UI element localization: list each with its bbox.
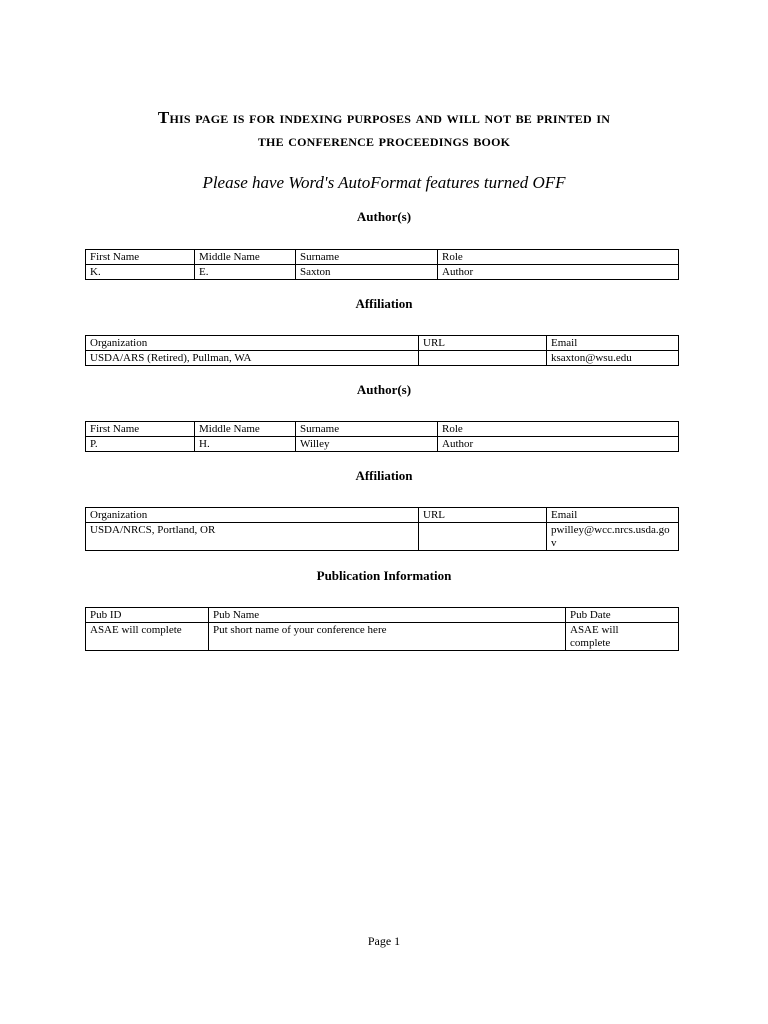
page-number: Page 1: [367, 934, 401, 948]
publication-heading: Publication Information: [316, 568, 452, 583]
header-role: Role: [438, 422, 679, 437]
header-first-name: First Name: [86, 250, 195, 265]
affiliation-header-row: [86, 336, 679, 351]
author-table-1: [85, 249, 679, 280]
author-middle-name[interactable]: E.: [195, 265, 296, 280]
affiliation-email[interactable]: pwilley@wcc.nrcs.usda.gov: [547, 523, 679, 551]
autoformat-notice: Please have Word's AutoFormat features turned OFF: [202, 173, 566, 192]
author-role[interactable]: Author: [438, 265, 679, 280]
author-row: [86, 265, 679, 280]
author-surname[interactable]: Saxton: [296, 265, 438, 280]
author-first-name[interactable]: P.: [86, 437, 195, 452]
affiliation-table-1: [85, 335, 679, 366]
author-header-row: [86, 250, 679, 265]
affiliation-organization[interactable]: USDA/ARS (Retired), Pullman, WA: [86, 351, 419, 366]
affiliation-heading-2: Affiliation: [355, 468, 413, 483]
affiliation-row: [86, 523, 679, 551]
title-line-2: the conference proceedings book: [257, 131, 511, 150]
pub-date-cell[interactable]: ASAE will complete: [566, 623, 679, 651]
header-email: Email: [547, 336, 679, 351]
publication-header-row: [86, 608, 679, 623]
page-title: [60, 106, 708, 152]
header-pub-name: Pub Name: [209, 608, 566, 623]
title-line-1: This page is for indexing purposes and will not be printed in: [157, 108, 611, 127]
affiliation-url[interactable]: [419, 523, 547, 551]
author-heading-2: Author(s): [356, 382, 412, 397]
affiliation-url[interactable]: [419, 351, 547, 366]
header-middle-name: Middle Name: [195, 250, 296, 265]
publication-row: [86, 623, 679, 651]
affiliation-row: [86, 351, 679, 366]
author-row: [86, 437, 679, 452]
header-organization: Organization: [86, 336, 419, 351]
header-pub-date: Pub Date: [566, 608, 679, 623]
affiliation-header-row: [86, 508, 679, 523]
header-role: Role: [438, 250, 679, 265]
header-url: URL: [419, 508, 547, 523]
author-middle-name[interactable]: H.: [195, 437, 296, 452]
author-heading-1: Author(s): [356, 209, 412, 224]
header-middle-name: Middle Name: [195, 422, 296, 437]
header-first-name: First Name: [86, 422, 195, 437]
author-table-2: [85, 421, 679, 452]
header-url: URL: [419, 336, 547, 351]
header-pub-id: Pub ID: [86, 608, 209, 623]
header-surname: Surname: [296, 250, 438, 265]
author-first-name[interactable]: K.: [86, 265, 195, 280]
header-email: Email: [547, 508, 679, 523]
pub-id-cell[interactable]: ASAE will complete: [86, 623, 209, 651]
author-header-row: [86, 422, 679, 437]
publication-table: [85, 607, 679, 651]
author-surname[interactable]: Willey: [296, 437, 438, 452]
affiliation-heading-1: Affiliation: [355, 296, 413, 311]
header-surname: Surname: [296, 422, 438, 437]
author-role[interactable]: Author: [438, 437, 679, 452]
affiliation-table-2: [85, 507, 679, 551]
header-organization: Organization: [86, 508, 419, 523]
affiliation-email[interactable]: ksaxton@wsu.edu: [547, 351, 679, 366]
affiliation-organization[interactable]: USDA/NRCS, Portland, OR: [86, 523, 419, 551]
pub-name-cell[interactable]: Put short name of your conference here: [209, 623, 566, 651]
